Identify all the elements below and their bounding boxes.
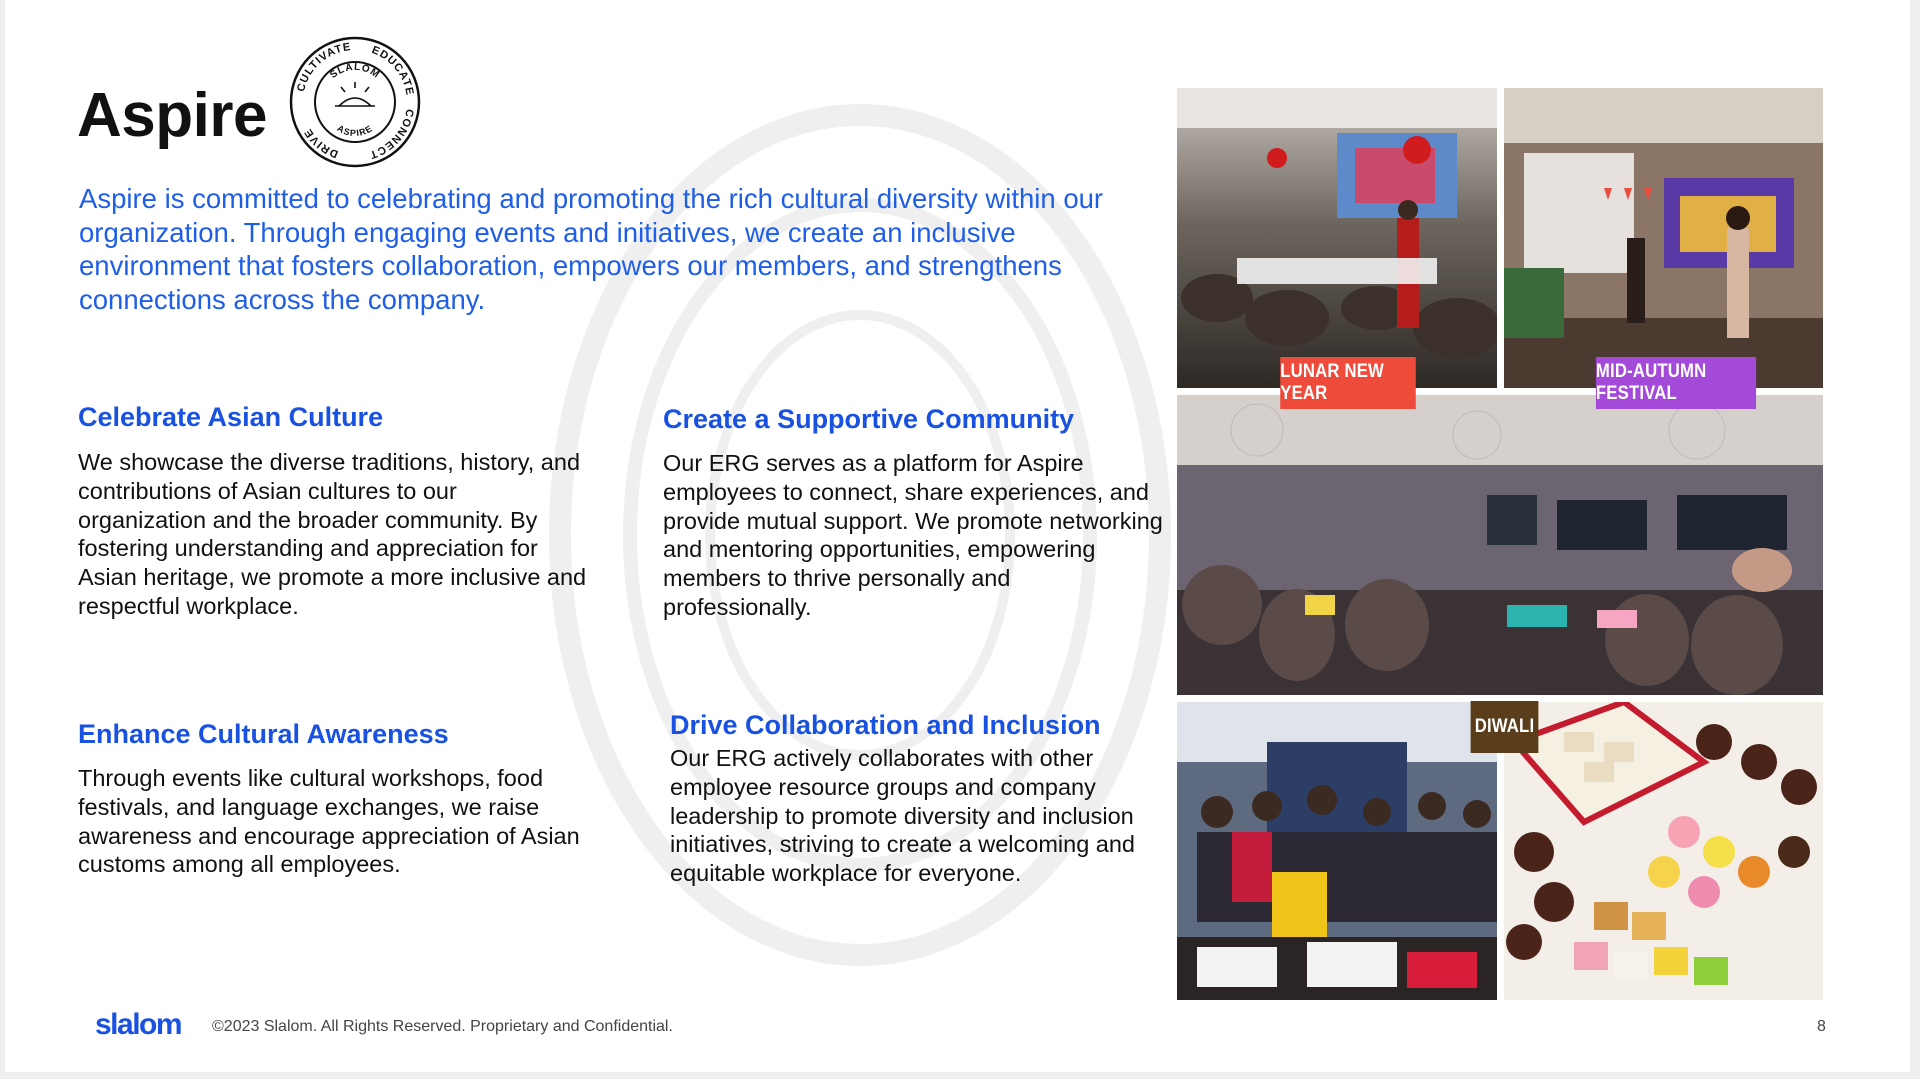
badge-ring-word: DRIVE — [302, 125, 341, 160]
section-heading: Celebrate Asian Culture — [78, 402, 384, 432]
section-heading: Enhance Cultural Awareness — [78, 719, 449, 749]
badge-ring-word: CONNECT — [367, 107, 416, 161]
section-body: Through events like cultural workshops, food festivals, and language exchanges, we raise awareness and encourage appreciation of Asian customs among all employees. — [78, 765, 580, 878]
diwali-sweets-photo — [1504, 702, 1823, 1000]
aspire-badge-logo — [289, 36, 421, 168]
slide — [5, 0, 1910, 1072]
section-heading: Create a Supportive Community — [663, 404, 1075, 434]
page-title: Aspire — [77, 81, 267, 150]
lunar-new-year-tag: LUNAR NEW YEAR — [1280, 357, 1416, 409]
badge-ring-word: CULTIVATE — [295, 41, 353, 94]
badge-ring-word: EDUCATE — [369, 44, 416, 97]
badge-inner-top: SLALOM — [328, 61, 382, 81]
page-number: 8 — [1817, 1018, 1826, 1035]
section-body: We showcase the diverse traditions, history, and contributions of Asian cultures to our organization and the broader community. By fostering understanding and appreciation for Asian heritage, we promote a more inclusive and respectful workplace. — [78, 449, 587, 619]
badge-inner-bottom: ASPIRE — [335, 123, 375, 139]
lunar-new-year-photo — [1177, 88, 1497, 388]
diwali-tag: DIWALI — [1471, 701, 1539, 753]
mid-autumn-festival-photo — [1504, 88, 1823, 388]
slalom-logo: slalom — [95, 1008, 182, 1041]
copyright-text: ©2023 Slalom. All Rights Reserved. Proprietary and Confidential. — [212, 1018, 673, 1035]
mid-autumn-festival-tag: MID-AUTUMN FESTIVAL — [1596, 357, 1756, 409]
section-heading: Drive Collaboration and Inclusion — [670, 710, 1101, 740]
diwali-group-photo — [1177, 702, 1497, 1000]
intro-paragraph: Aspire is committed to celebrating and promoting the rich cultural diversity within our organization. Through engaging events and initiatives, we create an inclusive environment that fosters collaboration, empowers our members, and strengthens connections across the company. — [79, 183, 1104, 315]
section-body: Our ERG serves as a platform for Aspire employees to connect, share experiences, and provide mutual support. We promote networking and mentoring opportunities, empowering members to thrive personally and professionally. — [663, 450, 1163, 620]
erg-activity-photo — [1177, 395, 1823, 695]
section-body: Our ERG actively collaborates with other employee resource groups and company leadership to promote diversity and inclusion initiatives, striving to create a welcoming and equitable workplace for everyone. — [670, 745, 1135, 887]
